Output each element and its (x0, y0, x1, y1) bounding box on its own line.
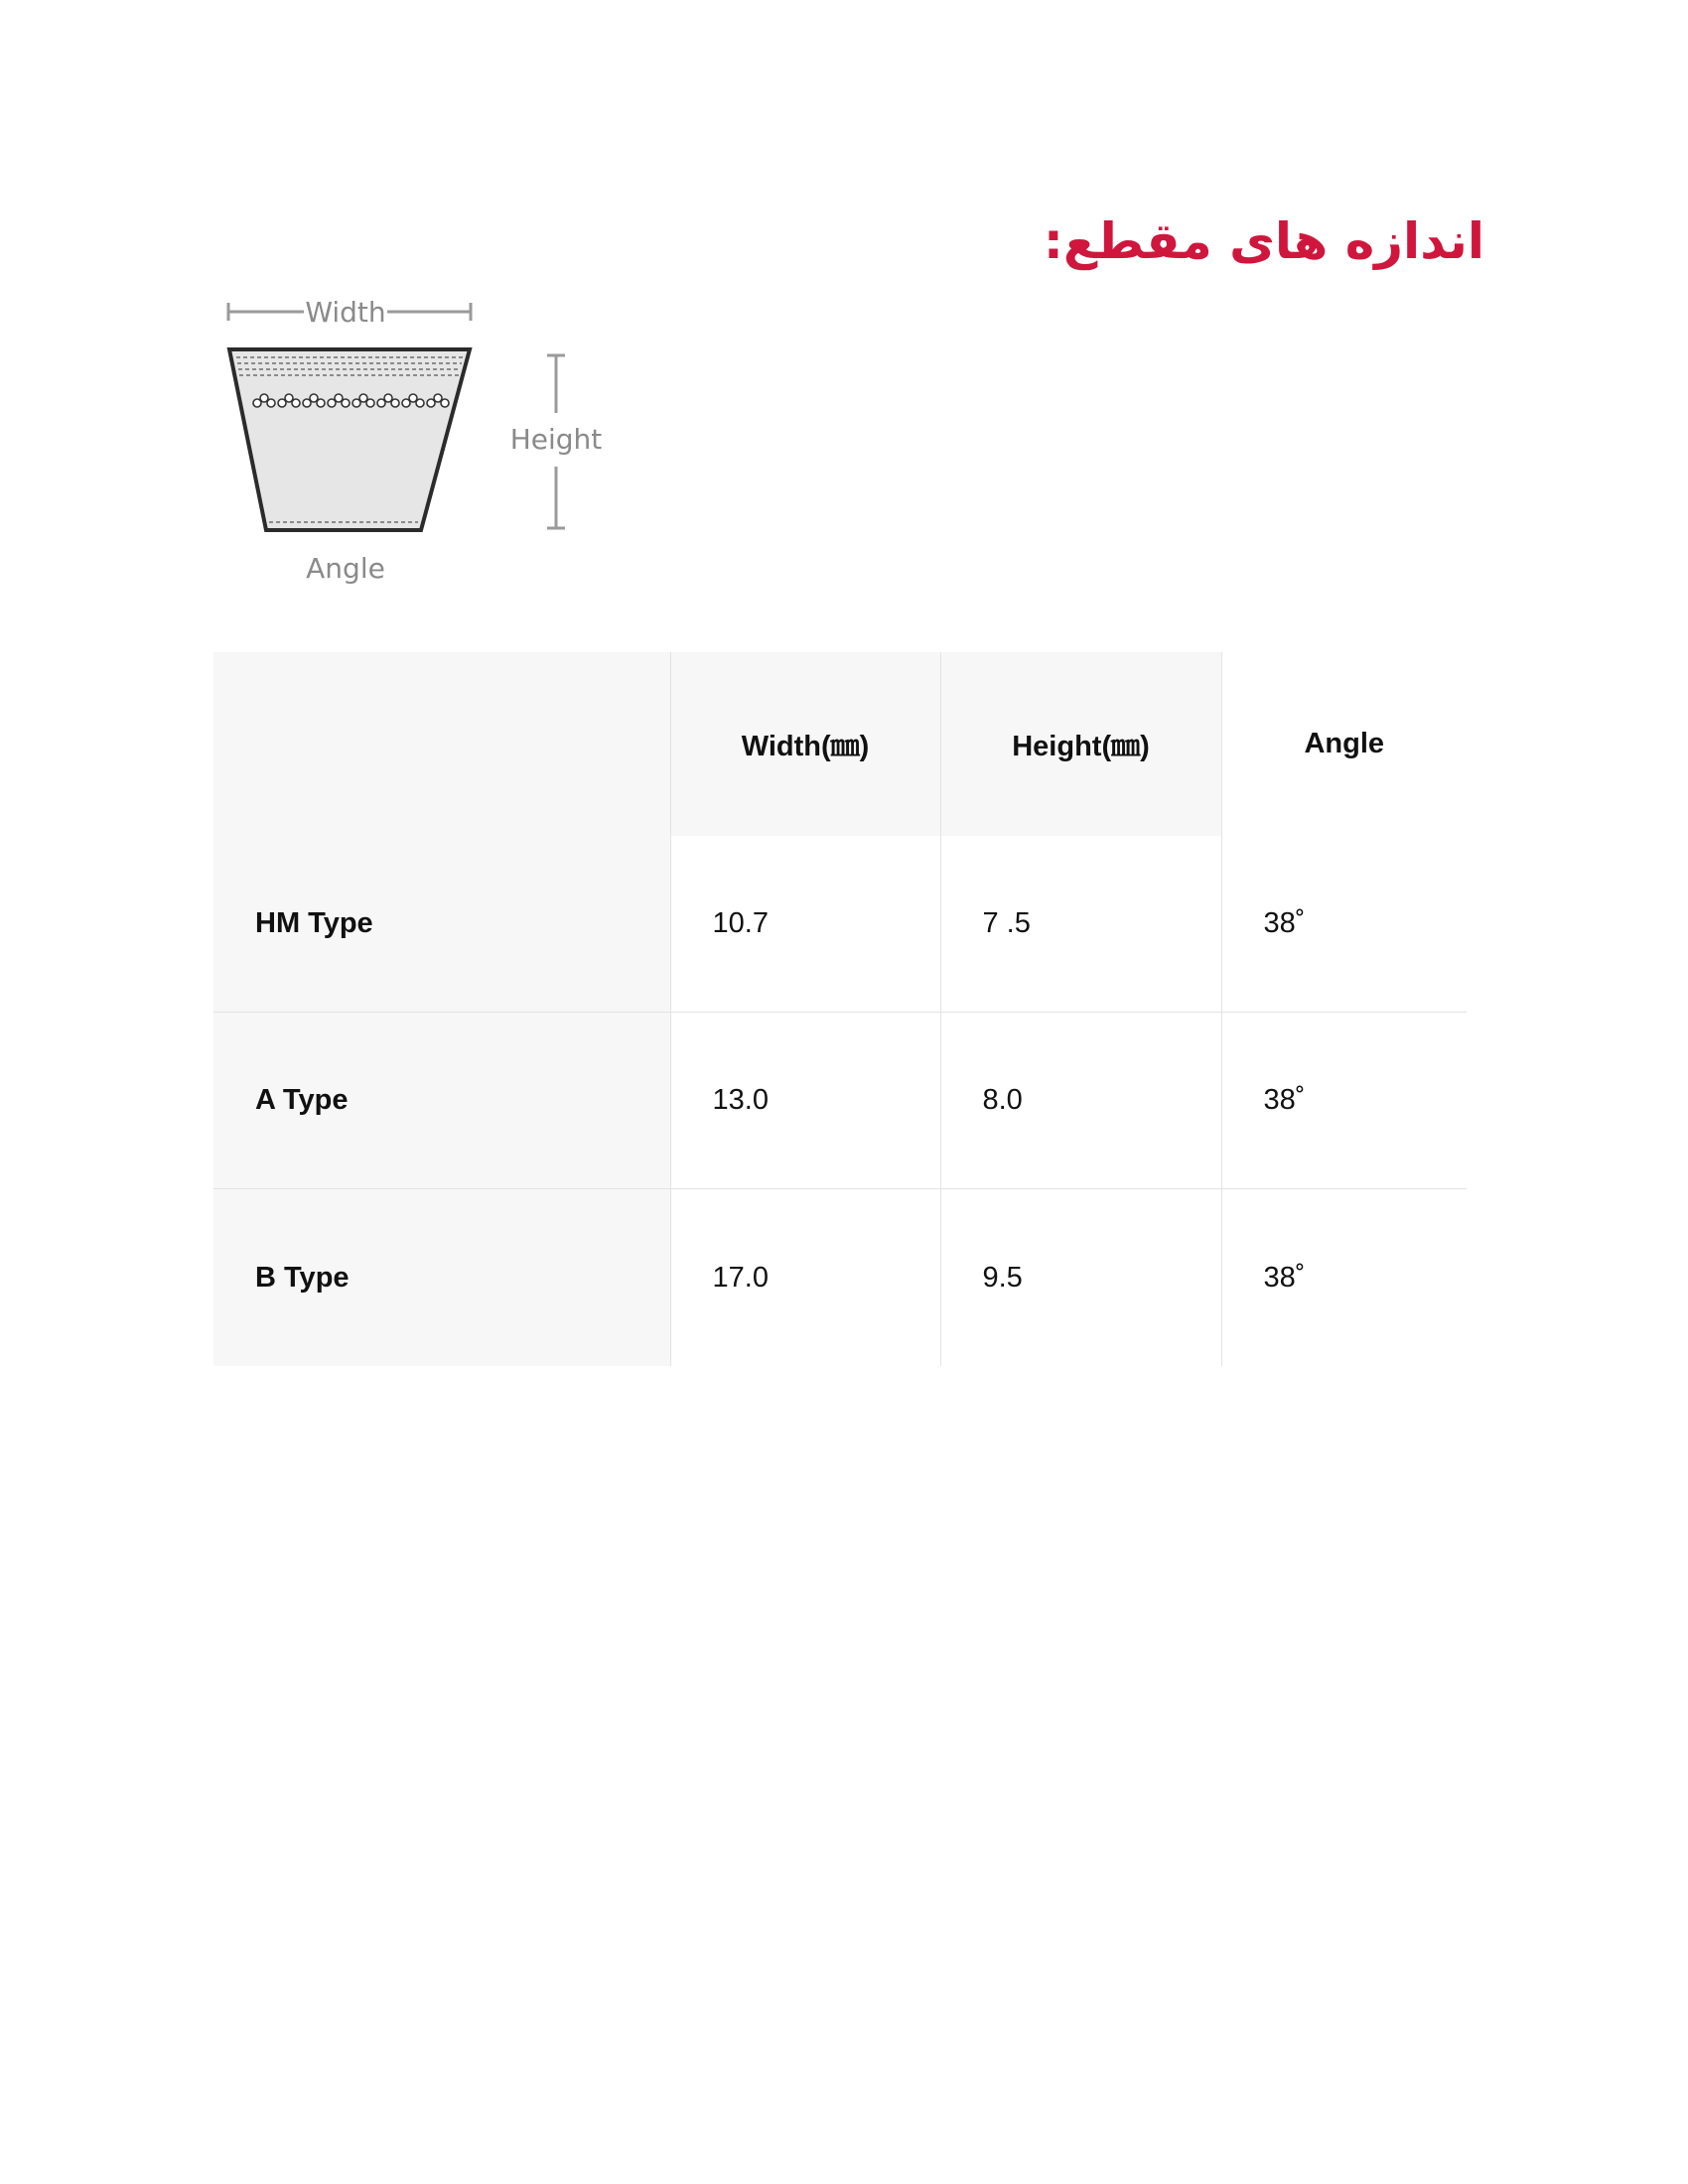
cell-angle: 38˚ (1221, 836, 1467, 1013)
row-type-label: B Type (213, 1189, 670, 1367)
table-row (213, 836, 1467, 1013)
row-type-label: A Type (213, 1013, 670, 1189)
table-row (213, 1013, 1467, 1189)
cell-width: 10.7 (670, 836, 940, 1013)
table-header-row (213, 652, 1467, 836)
width-label: Width (305, 296, 386, 329)
header-height: Height(㎜) (940, 652, 1221, 836)
cell-angle: 38˚ (1221, 1013, 1467, 1189)
cell-width: 13.0 (670, 1013, 940, 1189)
cell-height: 9.5 (940, 1189, 1221, 1367)
cell-height: 8.0 (940, 1013, 1221, 1189)
angle-label: Angle (306, 552, 385, 585)
height-label: Height (509, 423, 603, 456)
belt-cross-section-diagram (216, 292, 633, 610)
cell-width: 17.0 (670, 1189, 940, 1367)
row-type-label: HM Type (213, 836, 670, 1013)
page-title: اندازه های مقطع: (1043, 212, 1484, 270)
table-row (213, 1189, 1467, 1367)
cell-angle: 38˚ (1221, 1189, 1467, 1367)
header-angle: Angle (1221, 652, 1467, 836)
cell-height: 7 .5 (940, 836, 1221, 1013)
belt-dimensions-table (213, 652, 1467, 1366)
belt-profile-shape (229, 349, 470, 530)
header-width: Width(㎜) (670, 652, 940, 836)
header-blank (213, 652, 670, 836)
